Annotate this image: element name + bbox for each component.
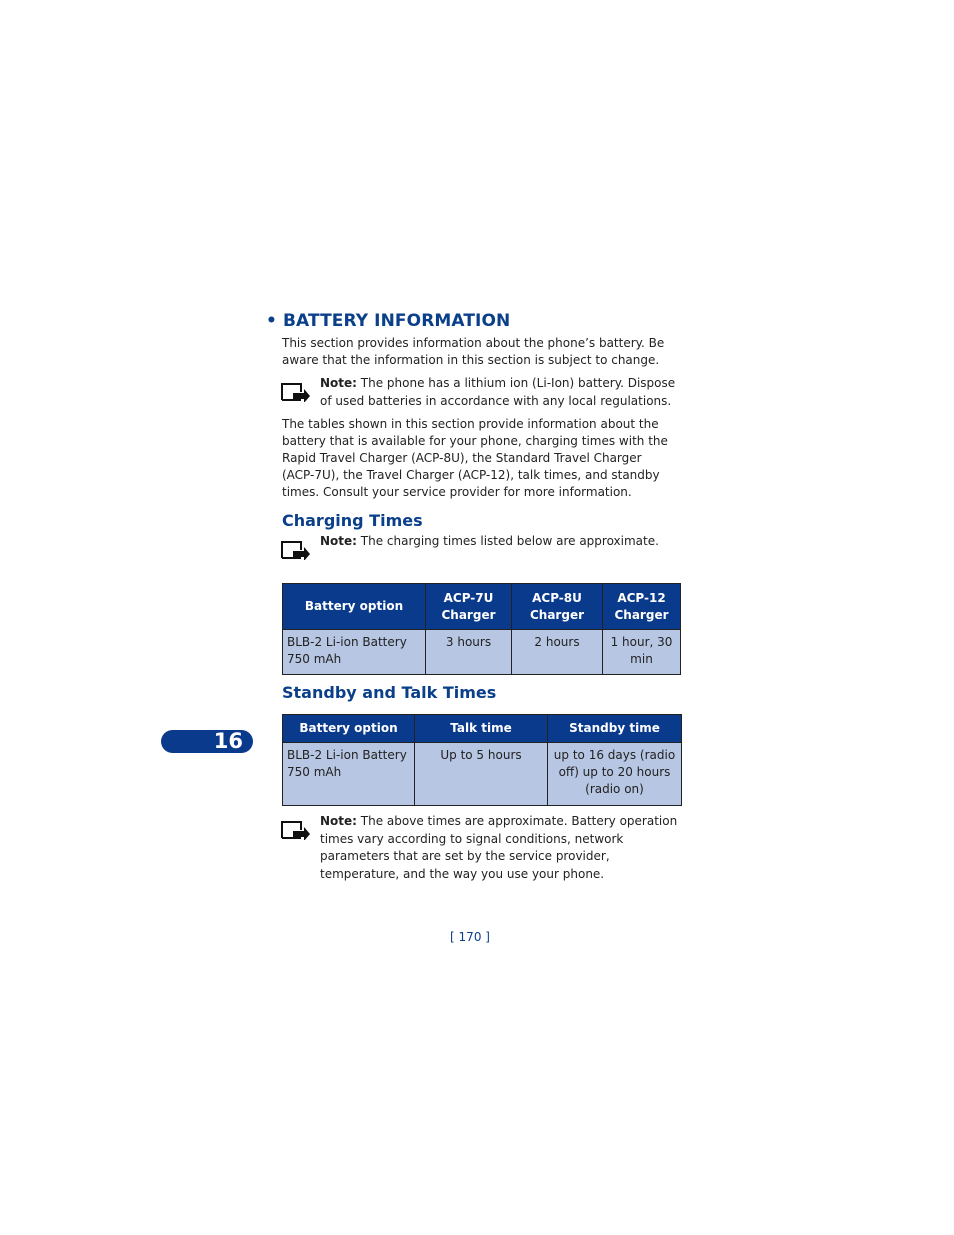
table-header-row [283, 715, 682, 743]
column-header: Talk time [415, 715, 548, 743]
body-paragraph: The tables shown in this section provide information about the battery that is available for your phone, charging times with the Rapid Travel Charger (ACP-8U), the Standard Travel Charger (ACP-7U), the Travel Charger (ACP-12), talk times, and standby times. Consult your service provider for more information. [282, 417, 668, 499]
standby-talk-heading: Standby and Talk Times [282, 683, 497, 702]
note-label: Note: [320, 814, 357, 828]
table-cell: Up to 5 hours [415, 743, 548, 806]
column-header: ACP-7U Charger [426, 584, 512, 630]
standby-note [320, 813, 682, 883]
charging-times-table [282, 583, 681, 675]
table-header-row [283, 584, 681, 630]
table-cell: 3 hours [426, 630, 512, 675]
column-header: ACP-12 Charger [603, 584, 681, 630]
battery-note [320, 375, 682, 410]
column-header: Standby time [548, 715, 682, 743]
chapter-tab: 16 [161, 730, 253, 753]
note-body: The above times are approximate. Battery operation times vary according to signal conditions, network parameters that are set by the service provider, temperature, and the way you use your phone. [320, 814, 678, 881]
section-heading [266, 311, 510, 331]
note-label: Note: [320, 534, 357, 548]
charging-times-heading: Charging Times [282, 511, 423, 530]
note-icon [281, 540, 311, 560]
column-header: ACP-8U Charger [512, 584, 603, 630]
column-header: Battery option [283, 715, 415, 743]
charging-note [320, 533, 682, 551]
table-cell: BLB-2 Li-ion Battery 750 mAh [283, 743, 415, 806]
note-body: The phone has a lithium ion (Li-Ion) battery. Dispose of used batteries in accordance with any local regulations. [320, 376, 676, 408]
section-title: BATTERY INFORMATION [283, 311, 511, 331]
note-icon [281, 820, 311, 840]
note-icon [281, 382, 311, 402]
table-cell: BLB-2 Li-ion Battery 750 mAh [283, 630, 426, 675]
column-header: Battery option [283, 584, 426, 630]
table-cell: 1 hour, 30 min [603, 630, 681, 675]
note-label: Note: [320, 376, 357, 390]
standby-talk-table [282, 714, 682, 806]
table-cell: up to 16 days (radio off) up to 20 hours (radio on) [548, 743, 682, 806]
note-body: The charging times listed below are approximate. [356, 534, 659, 548]
intro-paragraph: This section provides information about the phone’s battery. Be aware that the information in this section is subject to change. [282, 336, 665, 367]
page-number: [ 170 ] [450, 930, 490, 944]
table-row [283, 630, 681, 675]
table-cell: 2 hours [512, 630, 603, 675]
table-row [283, 743, 682, 806]
heading-bullet: • [266, 311, 277, 331]
